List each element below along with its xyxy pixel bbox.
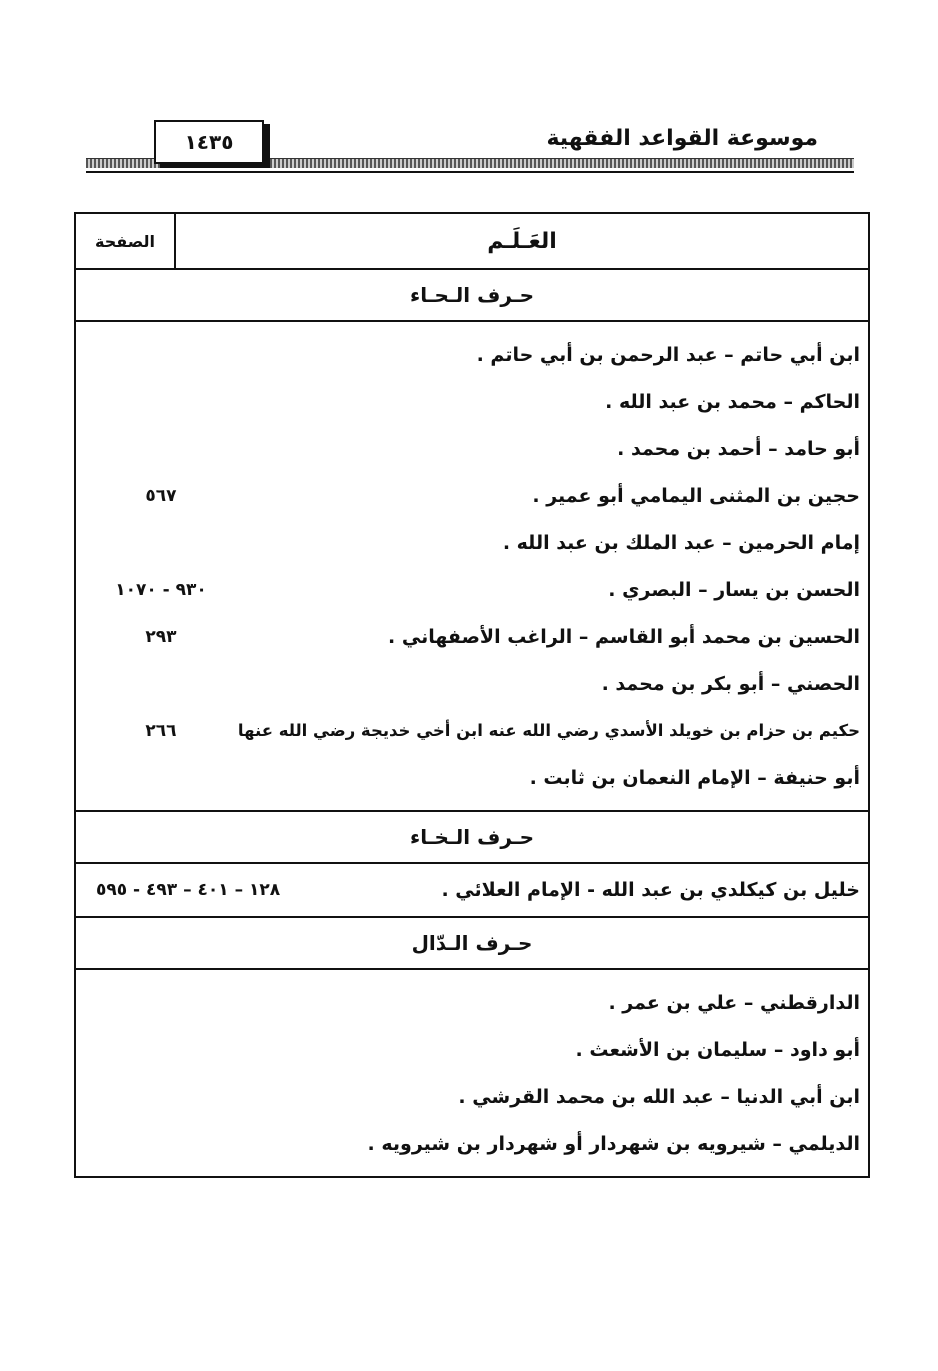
section-entries-haa [76, 322, 868, 812]
section-heading-khaa: حـرف الـخـاء [76, 812, 868, 864]
entry-name: خليل بن كيكلدي بن عبد الله - الإمام العلائي . [441, 879, 860, 901]
entry-name: الحصني – أبو بكر بن محمد . [601, 672, 860, 695]
entry-name: أبو داود – سليمان بن الأشعث . [575, 1038, 860, 1061]
list-item [76, 754, 868, 801]
entry-name: أبو حنيفة – الإمام النعمان بن ثابت . [529, 766, 860, 789]
list-item [76, 566, 868, 613]
section-heading-dal: حـرف الـدّال [76, 918, 868, 970]
list-item [76, 707, 868, 754]
entry-pages: ١٢٨ – ٤٠١ – ٤٩٣ - ٥٩٥ [96, 880, 281, 900]
entry-pages: ٢٦٦ [145, 720, 177, 741]
list-item [76, 472, 868, 519]
entry-name: الحسن بن يسار – البصري . [608, 578, 860, 601]
list-item [76, 378, 868, 425]
entry-name: حجين بن المثنى اليمامي أبو عمير . [532, 484, 860, 507]
page-number: ١٤٣٥ [154, 120, 264, 164]
entry-name: ابن أبي الدنيا – عبد الله بن محمد القرشي . [458, 1085, 860, 1108]
list-item [76, 1026, 868, 1073]
entry-name: الحاكم – محمد بن عبد الله . [605, 390, 860, 413]
section-heading-haa: حـرف الـحـاء [76, 270, 868, 322]
list-item [76, 1073, 868, 1120]
entry-name: الديلمي – شيرويه بن شهردار أو شهردار بن شيرويه . [367, 1132, 860, 1155]
entry-name: حكيم بن حزام بن خويلد الأسدي رضي الله عنه ابن أخي خديجة رضي الله عنها [237, 721, 860, 740]
entry-name: أبو حامد – أحمد بن محمد . [617, 437, 860, 460]
entry-name: ابن أبي حاتم – عبد الرحمن بن أبي حاتم . [476, 343, 860, 366]
entry-name: إمام الحرمين – عبد الملك بن عبد الله . [502, 531, 860, 554]
list-item [76, 331, 868, 378]
section-entries-dal [76, 970, 868, 1176]
entry-pages: ٥٦٧ [145, 485, 177, 506]
list-item [76, 519, 868, 566]
list-item [76, 613, 868, 660]
entry-pages: ٩٣٠ - ١٠٧٠ [115, 579, 207, 600]
entry-pages: ٢٩٣ [145, 626, 177, 647]
book-title: موسوعة القواعد الفقهية [546, 126, 818, 151]
entry-name: الحسين بن محمد أبو القاسم – الراغب الأصفهاني . [388, 625, 860, 648]
list-item [76, 864, 868, 918]
list-item [76, 425, 868, 472]
header-rule-line [86, 171, 854, 173]
table-header-row [76, 214, 868, 270]
column-header-name: العَـلَـم [174, 214, 868, 268]
entry-name: الدارقطني – علي بن عمر . [608, 991, 860, 1014]
page-header [86, 118, 854, 176]
list-item [76, 979, 868, 1026]
column-header-page: الصفحة [95, 231, 156, 251]
list-item [76, 660, 868, 707]
index-table [74, 212, 870, 1178]
list-item [76, 1120, 868, 1167]
